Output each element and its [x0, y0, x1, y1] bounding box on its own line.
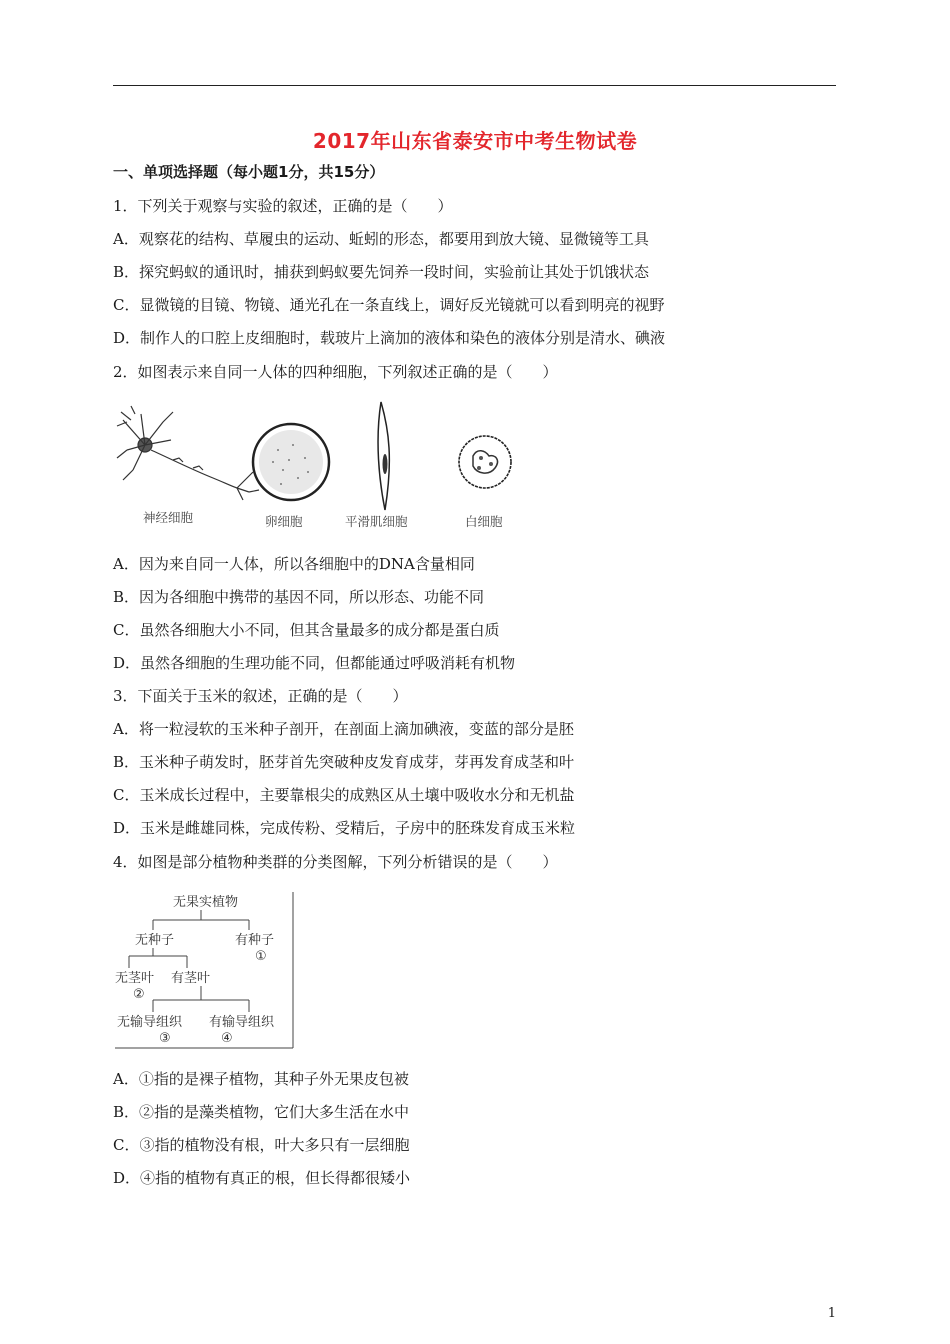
tree-no-seed: 无种子: [135, 933, 175, 948]
neuron-drawing: [117, 406, 259, 500]
cell-figure: [113, 400, 533, 540]
question-4-stem: 4．如图是部分植物种类群的分类图解，下列分析错误的是（ ）: [113, 853, 558, 871]
question-4-option-a: A．①指的是裸子植物，其种子外无果皮包被: [113, 1070, 409, 1088]
white-blood-cell-drawing: [459, 436, 511, 488]
tree-has-vascular: 有输导组织: [209, 1015, 275, 1030]
figure-label-wbc: 白细胞: [465, 514, 503, 529]
tree-has-seed: 有种子: [235, 933, 275, 948]
question-2-option-a: A．因为来自同一人体，所以各细胞中的DNA含量相同: [113, 555, 475, 573]
tree-no-vascular: 无输导组织: [117, 1015, 183, 1030]
smooth-muscle-drawing: [378, 402, 389, 510]
page-number: 1: [827, 1306, 836, 1321]
question-2-option-c: C．虽然各细胞大小不同，但其含量最多的成分都是蛋白质: [113, 621, 500, 639]
section-heading: 一、单项选择题（每小题1分，共15分）: [113, 163, 385, 181]
tree-mark-3: ③: [159, 1031, 171, 1046]
question-1-stem: 1．下列关于观察与实验的叙述，正确的是（ ）: [113, 197, 453, 215]
question-3-option-d: D．玉米是雌雄同株，完成传粉、受精后，子房中的胚珠发育成玉米粒: [113, 819, 576, 837]
classification-tree: [113, 890, 295, 1050]
header-rule: [113, 85, 836, 86]
page-title: 2017年山东省泰安市中考生物试卷: [312, 129, 638, 153]
question-3-option-c: C．玉米成长过程中，主要靠根尖的成熟区从土壤中吸收水分和无机盐: [113, 786, 575, 804]
egg-cell-drawing: [253, 424, 329, 500]
question-2-stem: 2．如图表示来自同一人体的四种细胞，下列叙述正确的是（ ）: [113, 363, 558, 381]
tree-mark-2: ②: [133, 987, 145, 1002]
question-4-option-b: B．②指的是藻类植物，它们大多生活在水中: [113, 1103, 410, 1121]
question-2-option-b: B．因为各细胞中携带的基因不同，所以形态、功能不同: [113, 588, 485, 606]
question-1-option-a: A．观察花的结构、草履虫的运动、蚯蚓的形态，都要用到放大镜、显微镜等工具: [113, 230, 649, 248]
tree-mark-1: ①: [255, 949, 267, 964]
figure-label-neuron: 神经细胞: [143, 510, 194, 525]
question-1-option-b: B．探究蚂蚁的通讯时，捕获到蚂蚁要先饲养一段时间，实验前让其处于饥饿状态: [113, 263, 650, 281]
question-2-option-d: D．虽然各细胞的生理功能不同，但都能通过呼吸消耗有机物: [113, 654, 516, 672]
figure-label-muscle: 平滑肌细胞: [345, 514, 408, 529]
question-3-option-b: B．玉米种子萌发时，胚芽首先突破种皮发育成芽，芽再发育成茎和叶: [113, 753, 575, 771]
question-1-option-c: C．显微镜的目镜、物镜、通光孔在一条直线上，调好反光镜就可以看到明亮的视野: [113, 296, 665, 314]
tree-mark-4: ④: [221, 1031, 233, 1046]
tree-no-stem-leaf: 无茎叶: [115, 971, 155, 986]
question-3-stem: 3．下面关于玉米的叙述，正确的是（ ）: [113, 687, 408, 705]
question-4-option-c: C．③指的植物没有根，叶大多只有一层细胞: [113, 1136, 410, 1154]
question-4-option-d: D．④指的植物有真正的根，但长得都很矮小: [113, 1169, 411, 1187]
tree-root: 无果实植物: [173, 895, 239, 910]
question-3-option-a: A．将一粒浸软的玉米种子剖开，在剖面上滴加碘液，变蓝的部分是胚: [113, 720, 574, 738]
question-1-option-d: D．制作人的口腔上皮细胞时，载玻片上滴加的液体和染色的液体分别是清水、碘液: [113, 329, 666, 347]
figure-label-egg: 卵细胞: [265, 514, 303, 529]
tree-has-stem-leaf: 有茎叶: [171, 971, 211, 986]
